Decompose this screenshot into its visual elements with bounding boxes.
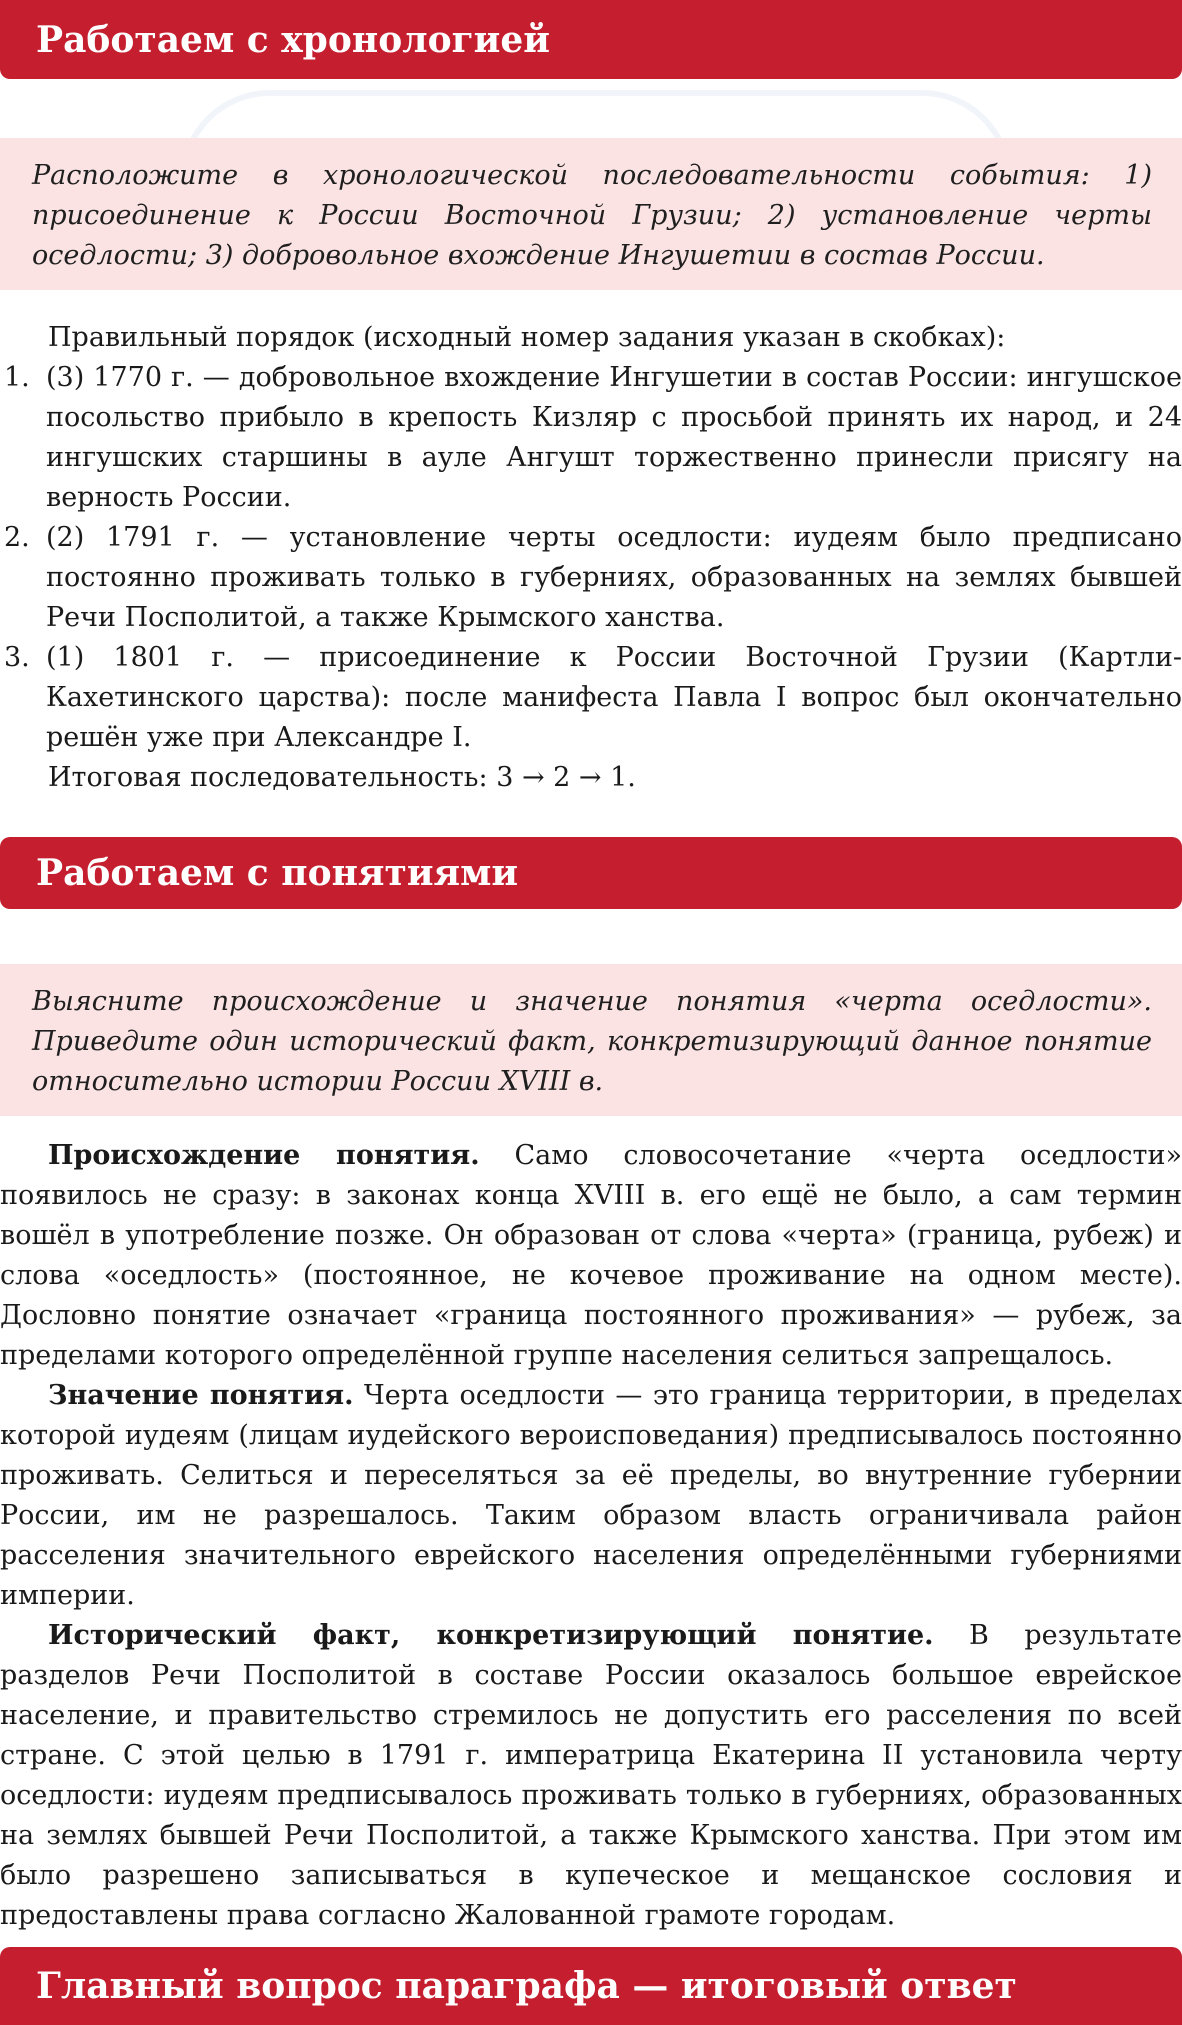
section-title: Работаем с хронологией [36,18,550,61]
paragraph-lead: Значение понятия. [48,1380,354,1411]
paragraph-historical-fact [0,1616,1182,1936]
final-sequence: Итоговая последовательность: 3 → 2 → 1. [48,762,636,793]
list-item-number: 1. [4,362,30,393]
list-item-text: (3) 1770 г. — добровольное вхождение Ингушетии в состав России: ингушское посольство прибыло в крепость Кизляр с просьбой принять их народ, и 24 ингушских старшины в ауле Ангушт торжественно принесли присягу на верность России. [46,362,1182,513]
paragraph-lead: Исторический факт, конкретизирующий понятие. [48,1620,934,1651]
list-item-number: 2. [4,522,30,553]
answer-list [0,358,1182,758]
section-title: Главный вопрос параграфа — итоговый ответ [36,1965,1017,2007]
section-header-chronology [0,0,1182,79]
paragraph-origin [0,1136,1182,1376]
paragraph-text: В результате разделов Речи Посполитой в составе России оказалось большое еврейское население, и правительство стремилось не допустить его расселения по всей стране. С этой целью в 1791 г. императрица Екатерина II установила черту оседлости: иудеям предписывалось проживать только в губерниях, образованных на землях бывшей Речи Посполитой, а также Крымского ханства. При этом им было разрешено записываться в купеческое и мещанское сословия и предоставлены права согласно Жалованной грамоте городам. [0,1620,1182,1931]
list-item [0,518,1182,638]
answer-block-concepts [0,1136,1182,1936]
task-text: Выясните происхождение и значение понятия «черта оседлости». Приведите один исторический факт, конкретизирующий данное понятие относительно истории России XVIII в. [32,986,1152,1097]
task-box-concepts [0,964,1182,1116]
paragraph-lead: Происхождение понятия. [48,1140,480,1171]
answer-intro: Правильный порядок (исходный номер задания указан в скобках): [48,322,1006,353]
section-title: Работаем с понятиями [36,852,519,894]
task-box-chronology [0,138,1182,290]
list-item [0,358,1182,518]
paragraph-text: Черта оседлости — это граница территории, в пределах которой иудеям (лицам иудейского вероисповедания) предписывалось постоянно проживать. Селиться и переселяться за её пределы, во внутренние губернии России, им не разрешалось. Таким образом власть ограничивала район расселения значительного еврейского населения определёнными губерниями империи. [0,1380,1182,1611]
section-header-concepts [0,837,1182,909]
list-item-number: 3. [4,642,30,673]
paragraph-meaning [0,1376,1182,1616]
section-header-main-question [0,1947,1182,2025]
answer-block-chronology [0,318,1182,798]
paragraph-text: Само словосочетание «черта оседлости» появилось не сразу: в законах конца XVIII в. его ещё не было, а сам термин вошёл в употребление позже. Он образован от слова «черта» (граница, рубеж) и слова «оседлость» (постоянное, не кочевое проживание на одном месте). Дословно понятие означает «граница постоянного проживания» — рубеж, за пределами которого определённой группе населения селиться запрещалось. [0,1140,1182,1371]
task-text: Расположите в хронологической последовательности события: 1) присоединение к России Восточной Грузии; 2) установление черты оседлости; 3) добровольное вхождение Ингушетии в состав России. [32,160,1152,271]
list-item [0,638,1182,758]
list-item-text: (2) 1791 г. — установление черты оседлости: иудеям было предписано постоянно проживать только в губерниях, образованных на землях бывшей Речи Посполитой, а также Крымского ханства. [46,522,1182,633]
list-item-text: (1) 1801 г. — присоединение к России Восточной Грузии (Картли-Кахетинского царства): после манифеста Павла I вопрос был окончательно решён уже при Александре I. [46,642,1182,753]
